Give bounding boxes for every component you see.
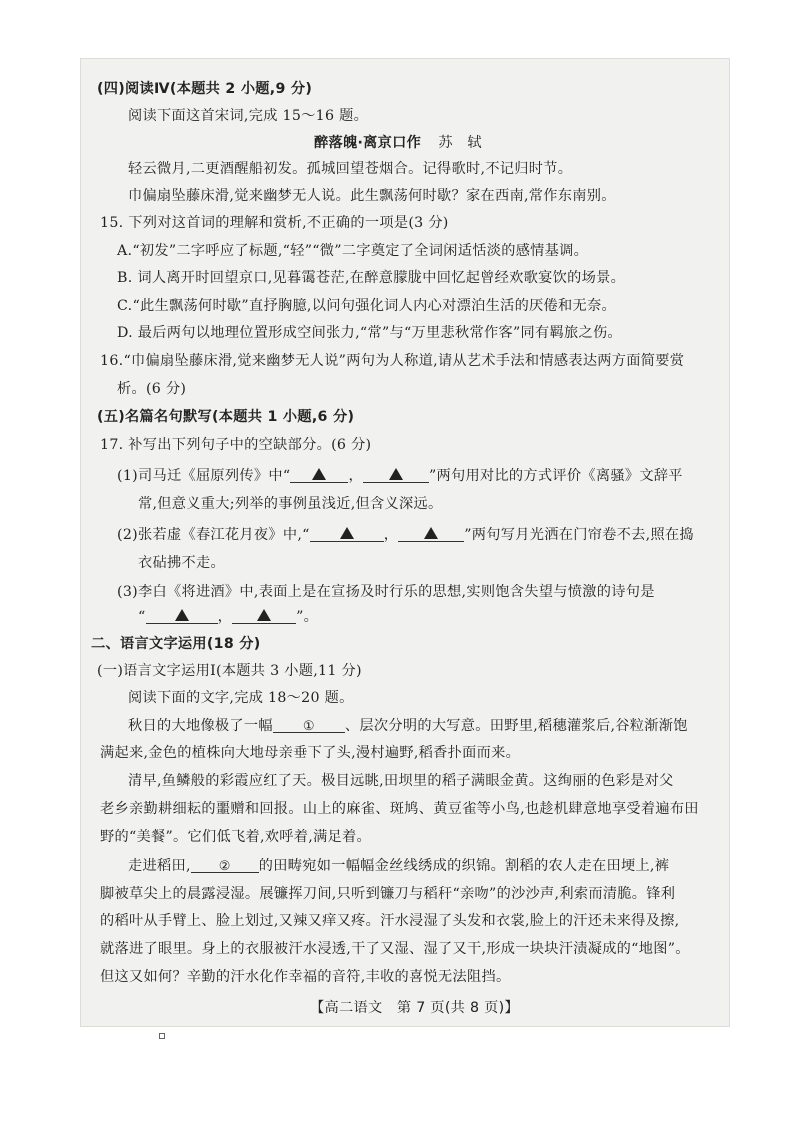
passage-p1-line-1 [128, 716, 688, 736]
passage-p3-line-1 [128, 856, 669, 876]
question-17-part-2-cont: 衣砧拂不走。 [138, 555, 225, 571]
q17-2-prefix: (2)张若虚《春江花月夜》中,“ [117, 527, 310, 543]
question-15-option-d: D. 最后两句以地理位置形成空间张力,“常”与“万里悲秋常作客”同有羁旅之伤。 [117, 325, 622, 341]
poem-author: 苏 轼 [438, 135, 482, 151]
question-15-option-b: B. 词人离开时回望京口,见暮霭苍茫,在醉意朦胧中回忆起曾经欢歌宴饮的场景。 [117, 270, 626, 286]
triangle-marker-icon [389, 468, 403, 480]
comma: ， [383, 527, 399, 543]
answer-blank[interactable] [363, 466, 429, 483]
stray-mark [159, 1033, 165, 1039]
close-quote: ”。 [296, 609, 319, 625]
triangle-marker-icon [312, 468, 326, 480]
comma: ， [217, 609, 233, 625]
part-2-heading: 二、语言文字运用(18 分) [91, 636, 261, 652]
answer-blank[interactable] [398, 525, 464, 542]
question-17-part-2 [117, 525, 694, 545]
answer-blank-1[interactable] [273, 716, 345, 733]
passage-text: 的田畴宛如一幅幅金丝线绣成的织锦。割稻的农人走在田埂上,裤 [258, 858, 670, 874]
question-15-option-c: C.“此生飘荡何时歇”直抒胸臆,以问句强化词人内心对漂泊生活的厌倦和无奈。 [117, 298, 616, 314]
answer-blank[interactable] [232, 607, 296, 624]
answer-blank[interactable] [146, 607, 218, 624]
section-heading-dictation: (五)名篇名句默写(本题共 1 小题,6 分) [97, 409, 355, 425]
section-heading-reading-4: (四)阅读Ⅳ(本题共 2 小题,9 分) [97, 81, 313, 97]
answer-blank-2[interactable] [191, 856, 259, 873]
triangle-marker-icon [340, 527, 354, 539]
question-16-line-2: 析。(6 分) [117, 381, 187, 397]
question-17-part-1-cont: 常,但意义重大;列举的事例虽浅近,但含义深远。 [138, 496, 443, 512]
triangle-marker-icon [424, 527, 438, 539]
question-17-part-1 [117, 466, 683, 486]
question-17-part-3-blanks [138, 607, 318, 627]
answer-blank[interactable] [290, 466, 348, 483]
passage-text: 、层次分明的大写意。田野里,稻穗灌浆后,谷粒渐渐饱 [344, 718, 688, 734]
question-17-stem: 17. 补写出下列句子中的空缺部分。(6 分) [100, 437, 372, 453]
circled-number: ① [302, 719, 315, 734]
passage-p2-line-3: 野的“美餐”。它们低飞着,欢呼着,满足着。 [100, 829, 372, 845]
passage-text: 秋日的大地像极了一幅 [128, 718, 273, 734]
question-16-line-1: 16.“巾偏扇坠藤床滑,觉来幽梦无人说”两句为人称道,请从艺术手法和情感表达两方面简要赏 [100, 353, 685, 369]
passage-p2-line-2: 老乡亲勤耕细耘的噩赠和回报。山上的麻雀、斑鸠、黄豆雀等小鸟,也趁机肆意地享受着遍布田 [100, 801, 699, 817]
question-17-part-3: (3)李白《将进酒》中,表面上是在宣扬及时行乐的思想,实则饱含失望与愤激的诗句是 [117, 584, 655, 600]
triangle-marker-icon [175, 609, 189, 621]
passage-p3-line-4: 就落进了眼里。身上的衣服被汗水浸透,干了又湿、湿了又干,形成一块块汗渍凝成的“地图”。 [100, 941, 690, 957]
poem-line-2: 巾偏扇坠藤床滑,觉来幽梦无人说。此生飘荡何时歇？家在西南,常作东南别。 [128, 188, 616, 204]
instruction-18-20: 阅读下面的文字,完成 18～20 题。 [128, 690, 354, 706]
poem-line-1: 轻云微月,二更酒醒船初发。孤城回望苍烟合。记得歌时,不记归时节。 [128, 161, 573, 177]
circled-number: ② [218, 859, 231, 874]
q17-1-prefix: (1)司马迁《屈原列传》中“ [117, 468, 291, 484]
question-15-stem: 15. 下列对这首词的理解和赏析,不正确的一项是(3 分) [100, 215, 449, 231]
answer-blank[interactable] [310, 525, 384, 542]
triangle-marker-icon [257, 609, 271, 621]
passage-p3-line-2: 脚被草尖上的晨露浸湿。展镰挥刀间,只听到镰刀与稻秆“亲吻”的沙沙声,利索而清脆。锋利 [100, 886, 676, 902]
instruction-15-16: 阅读下面这首宋词,完成 15～16 题。 [128, 108, 369, 124]
comma: ， [348, 468, 363, 484]
passage-text: 走进稻田, [128, 858, 191, 874]
sub-section-heading-language-1: (一)语言文字运用Ⅰ(本题共 3 小题,11 分) [97, 663, 362, 679]
q17-2-suffix: ”两句写月光洒在门帘卷不去,照在捣 [464, 527, 694, 543]
question-15-option-a: A.“初发”二字呼应了标题,“轻”“微”二字奠定了全词闲适恬淡的感情基调。 [117, 243, 589, 259]
passage-p2-line-1: 清早,鱼鳞般的彩霞应红了天。极目远眺,田坝里的稻子满眼金黄。这绚丽的色彩是对父 [128, 773, 674, 789]
passage-p1-line-2: 满起来,金色的植株向大地母亲垂下了头,漫村遍野,稻香扑面而来。 [100, 745, 521, 761]
page-footer: 【高二语文 第 7 页(共 8 页)】 [310, 1000, 519, 1016]
open-quote: “ [138, 609, 146, 625]
passage-p3-line-3: 的稻叶从手臂上、脸上划过,又辣又痒又疼。汗水浸湿了头发和衣裳,脸上的汗还未来得及擦, [100, 913, 680, 929]
poem-title [314, 133, 482, 153]
q17-1-suffix: ”两句用对比的方式评价《离骚》文辞平 [428, 468, 683, 484]
passage-p3-line-5: 但这又如何？辛勤的汗水化作幸福的音符,丰收的喜悦无法阻挡。 [100, 969, 511, 985]
poem-title-text: 醉落魄·离京口作 [314, 135, 422, 151]
